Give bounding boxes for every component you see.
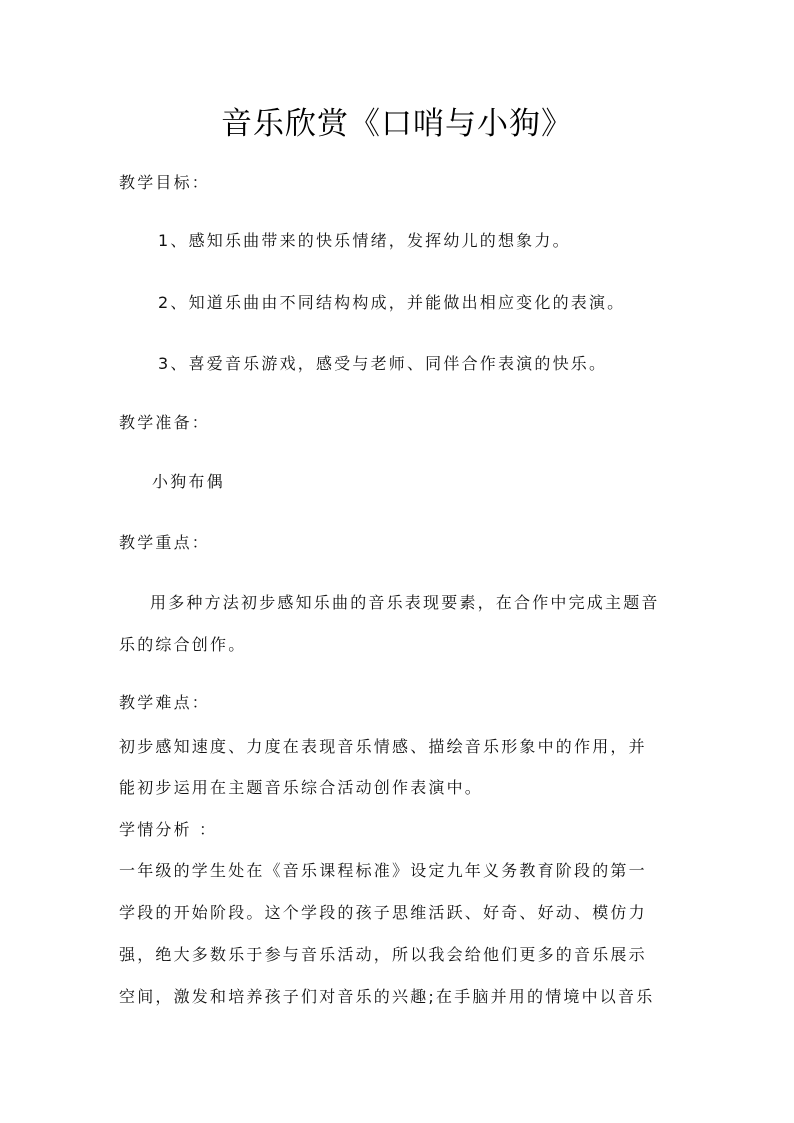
- analysis-line-3: 强，绝大多数乐于参与音乐活动，所以我会给他们更多的音乐展示: [119, 945, 647, 964]
- objectives-heading: 教学目标：: [119, 173, 211, 192]
- objective-item-1: 1、感知乐曲带来的快乐情绪，发挥幼儿的想象力。: [158, 231, 571, 250]
- key-points-line-1: 用多种方法初步感知乐曲的音乐表现要素，在合作中完成主题音: [150, 593, 660, 612]
- key-points-heading: 教学重点：: [119, 533, 211, 552]
- analysis-line-4: 空间，激发和培养孩子们对音乐的兴趣;在手脑并用的情境中以音乐: [119, 987, 655, 1006]
- analysis-line-1: 一年级的学生处在《音乐课程标准》设定九年义务教育阶段的第一: [119, 861, 647, 880]
- analysis-heading: 学情分析 ：: [119, 820, 218, 839]
- difficulties-line-2: 能初步运用在主题音乐综合活动创作表演中。: [119, 778, 484, 797]
- difficulties-heading: 教学难点：: [119, 693, 211, 712]
- difficulties-line-1: 初步感知速度、力度在表现音乐情感、描绘音乐形象中的作用，并: [119, 737, 647, 756]
- preparation-content: 小狗布偶: [152, 472, 225, 491]
- analysis-line-2: 学段的开始阶段。这个学段的孩子思维活跃、好奇、好动、模仿力: [119, 903, 647, 922]
- preparation-heading: 教学准备：: [119, 413, 211, 432]
- key-points-line-2: 乐的综合创作。: [119, 635, 247, 654]
- objective-item-3: 3、喜爱音乐游戏，感受与老师、同伴合作表演的快乐。: [158, 354, 608, 373]
- document-title: 音乐欣赏《口哨与小狗》: [221, 106, 573, 142]
- objective-item-2: 2、知道乐曲由不同结构构成，并能做出相应变化的表演。: [158, 293, 626, 312]
